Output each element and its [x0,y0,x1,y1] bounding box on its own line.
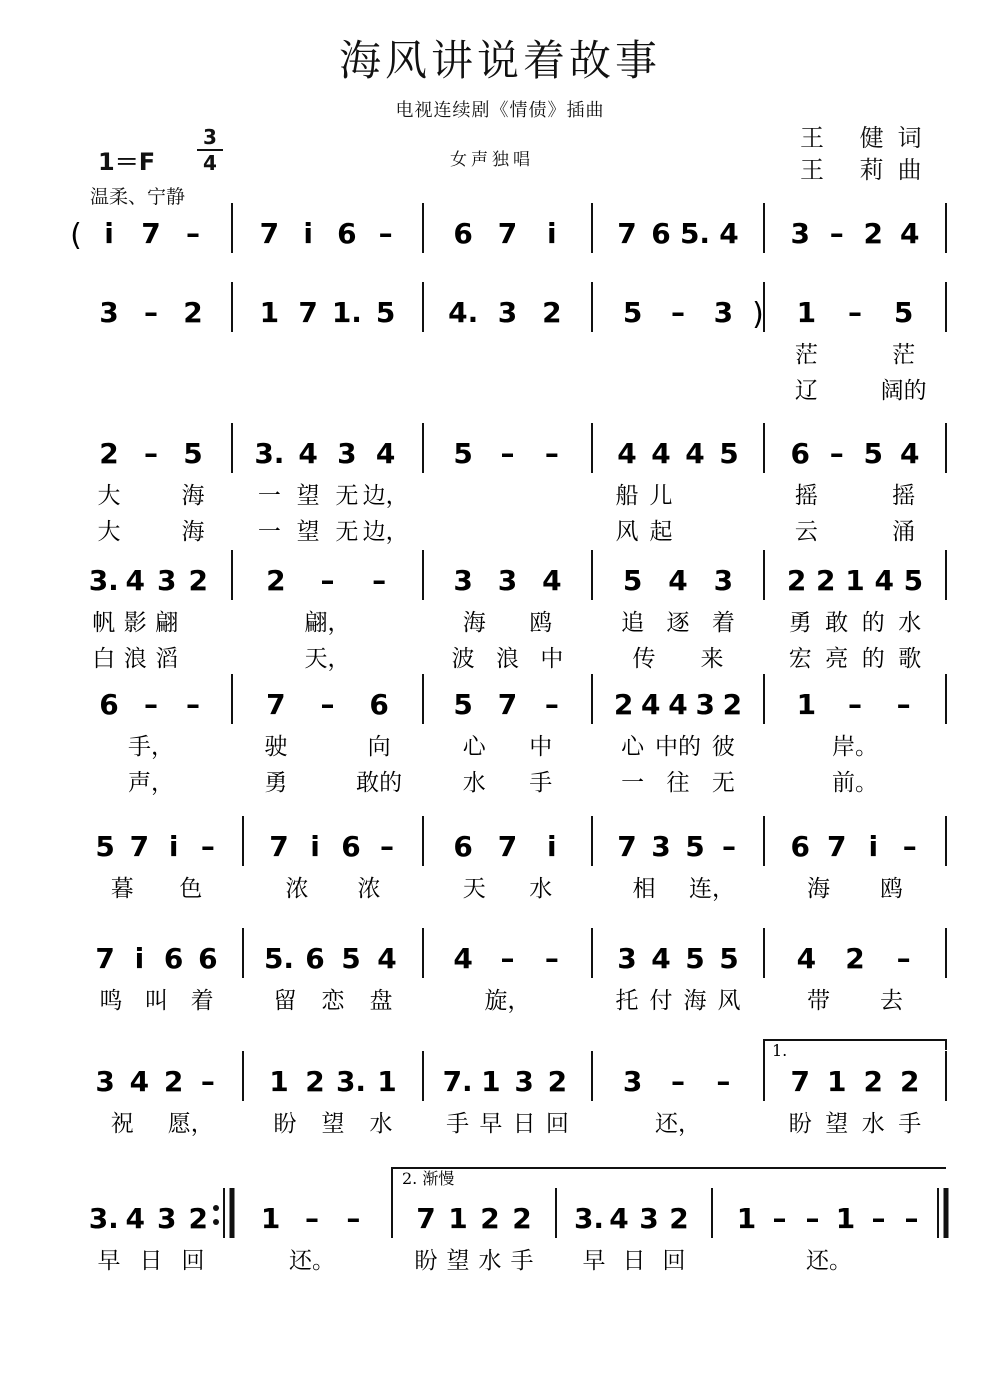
lyric-syllable: 云 [794,519,818,545]
lyric-syllable: 波 [451,646,475,672]
lyric-syllable: 亮 [825,646,849,672]
note: 4 [453,942,473,975]
lyric-syllable: 中 [529,734,553,760]
note: 5 [685,942,705,975]
note: – [716,1065,731,1098]
lyric-syllable: 回 [181,1248,205,1274]
note: – [186,688,200,721]
lyricist-credit: 王 健词 [800,124,936,152]
key-signature: 1＝F [98,148,156,176]
lyric-syllable: 边， [362,519,409,545]
lyric-syllable: 祝 [110,1111,134,1137]
lyric-syllable: 连， [689,876,735,902]
note: 4 [125,564,145,597]
note: 7 [141,217,161,250]
note: – [378,217,393,250]
note: 6 [305,942,325,975]
note: 6 [99,688,119,721]
lyric-syllable: 暮 [110,876,134,902]
note: – [500,942,515,975]
note: 2 [863,217,883,250]
lyric-syllable: 声， [128,770,174,796]
repeat-dot [213,1219,219,1225]
note: 7 [259,217,280,250]
note: 1. [331,296,362,329]
note: 3. [573,1202,605,1235]
note: 4 [125,1202,145,1235]
note: 6 [790,437,810,470]
lyric-syllable: 望 [825,1111,849,1137]
lyric-syllable: 船 [615,483,639,509]
lyric-syllable: 边， [362,483,409,509]
note: 3 [713,296,734,329]
lyric-syllable: 彼 [711,734,735,760]
lyric-syllable: 大 [97,483,121,509]
note: 2 [786,564,807,597]
performance-type: 女声独唱 [450,150,534,170]
lyric-syllable: 翩 [155,610,179,636]
note: 7 [266,688,286,721]
lyric-syllable: 手， [128,734,174,760]
note: – [848,688,862,721]
lyric-syllable: 留 [273,988,297,1014]
lyric-syllable: 一 [621,770,645,796]
note: 6 [453,830,473,863]
note: – [871,1202,886,1235]
note: 3 [622,1065,643,1098]
lyric-syllable: 儿 [649,483,673,509]
note: 5 [375,296,396,329]
note: 2 [863,1065,883,1098]
note: 5 [863,437,883,470]
note: 3 [497,296,518,329]
lyric-syllable: 起 [649,519,673,545]
note: 5. [263,942,295,975]
note: 3 [99,296,119,329]
note: – [320,688,335,721]
note: 4 [651,437,671,470]
note: 2 [669,1202,689,1235]
note: 3 [157,1202,177,1235]
lyric-syllable: 相 [632,876,656,902]
note: 4 [129,1065,150,1098]
lyric-syllable: 无 [335,483,359,509]
lyric-syllable: 鸥 [529,610,553,636]
note: 1 [736,1202,757,1235]
repeat-open-paren: ( [70,218,82,253]
lyric-syllable: 早 [582,1248,606,1274]
note: 6 [337,217,357,250]
note: 3 [617,942,637,975]
note: – [896,942,911,975]
note: 3. [88,1202,119,1235]
note: 5 [719,942,739,975]
note: i [104,217,114,250]
lyric-syllable: 风 [615,519,639,545]
lyric-syllable: 望 [321,1111,345,1137]
note: 4 [542,564,562,597]
lyric-syllable: 日 [622,1248,646,1274]
lyric-syllable: 托 [615,988,639,1014]
note: i [547,830,557,863]
note: – [772,1202,787,1235]
note: 5 [685,830,705,863]
lyric-syllable: 勇 [788,610,812,636]
lyric-syllable: 叫 [145,988,168,1014]
lyric-syllable: 水 [898,610,922,636]
lyric-syllable: 影 [123,610,147,636]
volta-1-label: 1. [772,1041,788,1060]
note: 2 [722,688,743,721]
note: – [186,217,200,250]
note: – [848,296,862,329]
note: 6 [651,217,671,250]
note: i [310,830,320,863]
note: 1 [448,1202,468,1235]
note: 4 [375,437,396,470]
lyric-syllable: 风 [717,988,741,1014]
note: i [547,217,557,250]
lyric-syllable: 海 [181,483,205,509]
lyric-syllable: 辽 [794,378,818,404]
lyric-syllable: 盘 [369,988,393,1014]
note: 7 [269,830,289,863]
note: 5. [679,217,711,250]
note: 6 [790,830,810,863]
lyric-syllable: 浪 [496,646,519,672]
note: 6 [163,942,184,975]
lyric-syllable: 手 [510,1248,534,1274]
note: 4 [298,437,318,470]
note: 4 [651,942,671,975]
composer-credit: 王 莉曲 [800,156,936,184]
tempo-marking: 温柔、宁静 [90,186,186,208]
note: 4 [668,564,688,597]
note: 3 [497,564,518,597]
note: 7 [617,217,637,250]
lyric-syllable: 涌 [892,519,916,545]
note: – [144,437,158,470]
lyric-syllable: 盼 [788,1111,812,1137]
repeat-close-paren: ) [752,297,764,332]
note: 6 [453,217,473,250]
note: 4 [609,1202,629,1235]
time-signature-numerator: 3 [203,125,217,149]
note: 5 [453,437,473,470]
note: 4 [377,942,397,975]
lyric-syllable: 早 [97,1248,121,1274]
note: – [200,1065,215,1098]
lyric-syllable: 盼 [273,1111,297,1137]
note: 2 [480,1202,500,1235]
lyric-syllable: 敢的 [356,770,403,796]
note: 2 [512,1202,532,1235]
note: 3 [157,564,177,597]
volta-1-bracket [764,1040,946,1060]
note: 2 [845,942,865,975]
note: – [805,1202,820,1235]
note: 3 [337,437,357,470]
lyric-syllable: 还。 [806,1248,852,1274]
lyric-syllable: 一 [257,483,281,509]
note: 1 [827,1065,847,1098]
note: 4 [900,217,920,250]
lyric-syllable: 歌 [898,646,922,672]
lyric-syllable: 带 [807,988,830,1014]
note: 7 [298,296,318,329]
note: 2 [613,688,634,721]
note: 7 [617,830,637,863]
note: 3 [713,564,734,597]
note: – [144,296,158,329]
note: – [544,942,559,975]
lyric-syllable: 中 [540,646,564,672]
lyric-syllable: 天 [462,876,486,902]
lyric-syllable: 茫 [794,342,818,368]
lyric-syllable: 着 [190,988,214,1014]
note: 7. [442,1065,473,1098]
note: 4. [448,296,479,329]
lyric-syllable: 鸣 [99,988,123,1014]
lyric-syllable: 水 [369,1111,393,1137]
note: 2 [188,1202,208,1235]
lyric-syllable: 还。 [289,1248,335,1274]
lyric-syllable: 望 [446,1248,470,1274]
lyric-syllable: 着 [711,610,735,636]
lyric-syllable: 浓 [357,876,381,902]
note: 2 [542,296,562,329]
volta-2-label: 2. 渐慢 [402,1169,455,1188]
note: – [829,217,844,250]
note: 1 [796,688,817,721]
lyric-syllable: 无 [711,770,735,796]
note: 2 [305,1065,325,1098]
note: 6 [341,830,361,863]
lyric-syllable: 滔 [155,646,179,672]
note: – [829,437,844,470]
time-signature-denominator: 4 [203,151,217,175]
lyric-syllable: 心 [621,734,645,760]
lyric-syllable: 前。 [832,770,878,796]
lyric-syllable: 回 [662,1248,686,1274]
lyric-syllable: 海 [462,610,486,636]
note: 1 [845,564,865,597]
note: 1 [481,1065,501,1098]
note: i [134,942,145,975]
note: 3. [254,437,285,470]
note: – [200,830,215,863]
note: 2 [163,1065,184,1098]
lyric-syllable: 的 [861,646,885,672]
note: 7 [129,830,150,863]
note: 2 [99,437,119,470]
lyric-syllable: 日 [512,1111,536,1137]
lyric-syllable: 日 [139,1248,163,1274]
note: 7 [497,688,518,721]
note: – [500,437,515,470]
lyric-syllable: 天， [304,646,351,672]
note: – [544,437,559,470]
note: 3 [95,1065,115,1098]
note: i [868,830,879,863]
note: 3. [335,1065,367,1098]
lyric-syllable: 水 [478,1248,502,1274]
lyric-syllable: 无 [335,519,359,545]
note: 4 [641,688,661,721]
song-title: 海风讲说着故事 [338,36,661,85]
note: 2 [183,296,203,329]
lyric-syllable: 水 [861,1111,885,1137]
note: 4 [900,437,920,470]
note: – [722,830,736,863]
note: 2 [188,564,208,597]
lyric-syllable: 去 [880,988,903,1014]
note: – [671,1065,685,1098]
note: – [544,688,559,721]
lyric-syllable: 手 [529,770,553,796]
repeat-dot [213,1205,219,1211]
lyric-syllable: 传 [632,646,656,672]
lyric-syllable: 心 [462,734,486,760]
note: 4 [685,437,705,470]
note: 2 [900,1065,920,1098]
note: 1 [259,296,280,329]
lyric-syllable: 浓 [285,876,309,902]
lyric-syllable: 茫 [892,342,916,368]
note: 2 [816,564,836,597]
lyric-syllable: 鸥 [880,876,903,902]
note: 6 [369,688,389,721]
note: 5 [622,296,643,329]
lyric-syllable: 来 [700,646,724,672]
note: 1 [796,296,817,329]
song-subtitle: 电视连续剧《情债》插曲 [395,100,605,121]
lyric-syllable: 宏 [788,646,812,672]
lyric-syllable: 往 [666,770,690,796]
note: – [305,1202,319,1235]
note: – [380,830,394,863]
note: 1 [269,1065,289,1098]
note: 7 [497,830,518,863]
lyric-syllable: 恋 [321,988,345,1014]
lyric-syllable: 大 [97,519,121,545]
note: – [144,688,158,721]
lyric-syllable: 逐 [666,610,690,636]
note: – [902,830,917,863]
note: 4 [796,942,817,975]
note: – [896,688,911,721]
note: – [346,1202,361,1235]
lyric-syllable: 早 [479,1111,503,1137]
note: 7 [95,942,115,975]
lyric-syllable: 浪 [123,646,147,672]
lyric-syllable: 敢 [825,610,849,636]
note: 3 [514,1065,534,1098]
lyric-syllable: 一 [257,519,281,545]
note: – [904,1202,919,1235]
note: 7 [416,1202,436,1235]
lyric-syllable: 色 [179,876,203,902]
note: 3 [695,688,715,721]
note: 5 [719,437,739,470]
note: 5 [622,564,643,597]
lyric-syllable: 摇 [892,483,916,509]
lyric-syllable: 手 [446,1111,470,1137]
note: 1 [377,1065,397,1098]
lyric-syllable: 海 [181,519,205,545]
lyric-syllable: 岸。 [832,734,878,760]
note: – [671,296,685,329]
lyric-syllable: 驶 [264,734,288,760]
lyric-syllable: 水 [529,876,553,902]
note: 5 [903,564,924,597]
note: 4 [617,437,637,470]
lyric-syllable: 中的 [655,734,701,760]
note: 2 [547,1065,568,1098]
note: – [372,564,387,597]
note: 4 [719,217,739,250]
lyric-syllable: 帆 [92,610,116,636]
lyric-syllable: 追 [621,610,645,636]
lyric-syllable: 翩， [304,610,351,636]
lyric-syllable: 付 [649,988,673,1014]
note: 4 [874,564,894,597]
lyric-syllable: 海 [807,876,830,902]
lyric-syllable: 水 [462,770,486,796]
note: 5 [893,296,914,329]
lyric-syllable: 旋， [484,988,531,1014]
note: 3 [790,217,810,250]
note: i [303,217,313,250]
volta-2-bracket [392,1168,946,1188]
lyric-syllable: 摇 [794,483,818,509]
lyric-syllable: 还， [655,1111,701,1137]
note: 5 [341,942,361,975]
lyric-syllable: 勇 [264,770,288,796]
note: 3 [453,564,473,597]
note: 1 [835,1202,856,1235]
note: – [320,564,335,597]
note: 5 [95,830,115,863]
note: 1 [260,1202,281,1235]
lyric-syllable: 阔的 [880,378,927,404]
note: 5 [453,688,473,721]
note: 6 [198,942,218,975]
note: 5 [183,437,203,470]
lyric-syllable: 白 [92,646,116,672]
lyric-syllable: 向 [367,734,391,760]
note: 4 [668,688,688,721]
note: 7 [497,217,518,250]
note: 3 [639,1202,659,1235]
note: 7 [827,830,847,863]
note: 3. [88,564,119,597]
lyric-syllable: 盼 [414,1248,438,1274]
note: 2 [266,564,286,597]
lyric-syllable: 的 [861,610,885,636]
lyric-syllable: 回 [545,1111,569,1137]
lyric-syllable: 海 [683,988,707,1014]
lyric-syllable: 望 [296,483,320,509]
note: 7 [790,1065,810,1098]
note: 3 [651,830,671,863]
lyric-syllable: 愿， [167,1111,214,1137]
lyric-syllable: 望 [296,519,320,545]
lyric-syllable: 手 [898,1111,922,1137]
note: i [168,830,179,863]
